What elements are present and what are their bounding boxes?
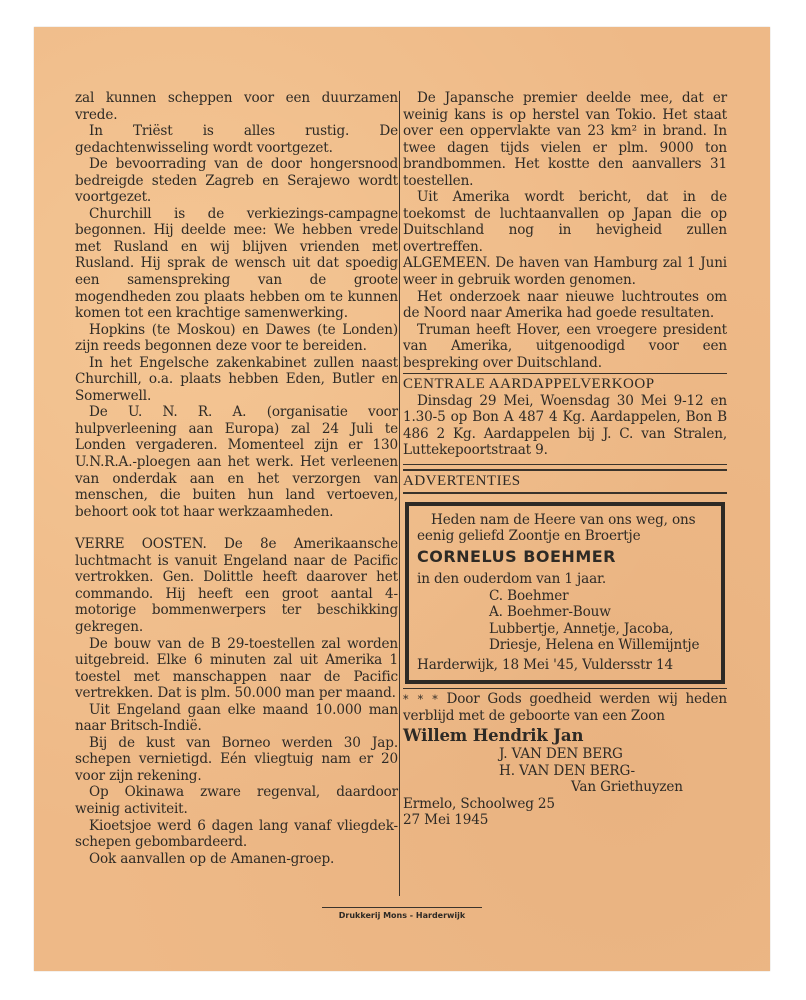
section-rule [403, 464, 727, 465]
birth-notice-date: 27 Mei 1945 [403, 812, 489, 829]
death-notice-age: in den ouderdom van 1 jaar. [417, 571, 607, 588]
death-notice-family [417, 588, 715, 654]
paragraph: De Japansche premier deelde mee, dat er weinig kans is op herstel van Tokio. Het staat over een oppervlakte van 23 km² in brand. In twee dagen tijds vielen er plm. 9000 ton brandbommen. Het kostte den aanvallers 31 toestellen. [403, 90, 727, 189]
family-line: Driesje, Helena en Willemijntje [489, 637, 700, 654]
death-notice-place-date: Harderwijk, 18 Mei '45, Vuldersstr 14 [417, 656, 673, 673]
birth-notice-address: Ermelo, Schoolweg 25 [403, 795, 555, 812]
death-notice-name: CORNELUS BOEHMER [417, 546, 616, 566]
stars-ornament: * * * [403, 692, 439, 706]
section-rule [403, 688, 727, 689]
paragraph: Uit Engeland gaan elke maand 10.000 man naar Britsch-Indië. [75, 701, 398, 735]
section-gap [75, 520, 398, 536]
death-notice-intro: Heden nam de Heere van ons weg, ons eenig geliefd Zoontje en Broertje [417, 511, 696, 545]
newspaper-page [34, 27, 770, 971]
paragraph: zal kunnen scheppen voor een duurzamen vrede. [75, 90, 398, 123]
potato-notice-body: Dinsdag 29 Mei, Woensdag 30 Mei 9-12 en 1.30-5 op Bon A 487 4 Kg. Aardappelen, Bon B 486 2 Kg. Aardappelen bij J. C. van Stralen, Luttekepoortstraat 9. [403, 392, 727, 459]
section-rule [403, 469, 727, 471]
paragraph: De U. N. R. A. (organisatie voor hulpverleening aan Europa) zal 24 Juli te Londen vergaderen. Momenteel zijn er 130 U.N.R.A.-ploegen aan het werk. Het verleenen van onderdak aan en het verzorgen van menschen, die buiten hun land vertoeven, behoort ook tot haar werkzaamheden. [75, 404, 398, 520]
death-notice [405, 502, 725, 684]
paragraph: Bij de kust van Borneo werden 30 Jap. schepen vernietigd. Eén vliegtuig nam er 20 voor zijn rekening. [75, 734, 398, 784]
paragraph: Truman heeft Hover, een vroegere president van Amerika, uitgenoodigd voor een bespreking over Duitschland. [403, 321, 727, 371]
paragraph: Ook aanvallen op de Amanen-groep. [89, 850, 335, 867]
printer-footer: Drukkerij Mons - Harderwijk [322, 907, 482, 920]
right-column [403, 90, 727, 829]
paragraph: Kioetsjoe werd 6 dagen lang vanaf vliegdek-schepen gebombardeerd. [75, 817, 398, 851]
birth-notice-intro-text: Door Gods goedheid werden wij heden verblijd met de geboorte van een Zoon [403, 690, 727, 725]
family-line: Lubbertje, Annetje, Jacoba, [489, 620, 674, 637]
paragraph: In het Engelsche zakenkabinet zullen naast Churchill, o.a. plaats hebben Eden, Butler en Somerwell. [75, 354, 398, 404]
ads-heading: ADVERTENTIES [403, 473, 521, 490]
family-line: C. Boehmer [489, 587, 569, 604]
paragraph: De bevoorrading van de door hongersnood bedreigde steden Zagreb en Serajewo wordt voortgezet. [75, 156, 398, 206]
parent-line: Van Griethuyzen [571, 779, 683, 796]
parent-line: H. VAN DEN BERG- [499, 762, 635, 779]
paragraph: In Triëst is alles rustig. De gedachtenwisseling wordt voortgezet. [75, 123, 398, 156]
paragraph: Hopkins (te Moskou) en Dawes (te Londen) zijn reeds begonnen deze voor te bereiden. [75, 321, 398, 355]
potato-notice-heading: CENTRALE AARDAPPELVERKOOP [403, 376, 655, 393]
paragraph: Churchill is de verkiezings-campagne begonnen. Hij deelde mee: We hebben vrede met Rusland en wij blijven vrienden met Rusland. Hij sprak de wensch uit dat spoedig een samenspreking van de groote mogendheden zou plaats hebben om te kunnen komen tot een krachtige samenwerking. [75, 205, 398, 322]
column-divider [399, 91, 400, 896]
paragraph: Uit Amerika wordt bericht, dat in de toekomst de luchtaanvallen op Japan die op Duitschland nog in hevigheid zullen overtreffen. [403, 189, 727, 255]
birth-notice-parents [403, 746, 727, 796]
paragraph: Op Okinawa zware regenval, daardoor weinig activiteit. [75, 784, 398, 817]
birth-notice-name: Willem Hendrik Jan [403, 725, 584, 745]
parent-line: J. VAN DEN BERG [499, 746, 623, 763]
paragraph: De bouw van de B 29-toestellen zal worden uitgebreid. Elke 6 minuten zal uit Amerika 1 toestel met manschappen naar de Pacific vertrekken. Dat is plm. 50.000 man per maand. [75, 635, 398, 702]
family-line: A. Boehmer-Bouw [489, 604, 611, 621]
birth-notice [403, 691, 727, 829]
left-column [75, 90, 398, 867]
birth-notice-intro [403, 691, 727, 725]
paragraph-verre-oosten: VERRE OOSTEN. De 8e Amerikaansche luchtmacht is vanuit Engeland naar de Pacific vertrokken. Gen. Dolittle heeft daarover het commando. Hij heeft een groot aantal 4-motorige bommenwerpers ter beschikking gekregen. [75, 536, 398, 635]
paragraph-algemeen: ALGEMEEN. De haven van Hamburg zal 1 Juni weer in gebruik worden genomen. [403, 255, 727, 289]
section-rule [403, 373, 727, 374]
paragraph: Het onderzoek naar nieuwe luchtroutes om de Noord naar Amerika had goede resultaten. [403, 288, 727, 322]
section-rule [403, 492, 727, 494]
